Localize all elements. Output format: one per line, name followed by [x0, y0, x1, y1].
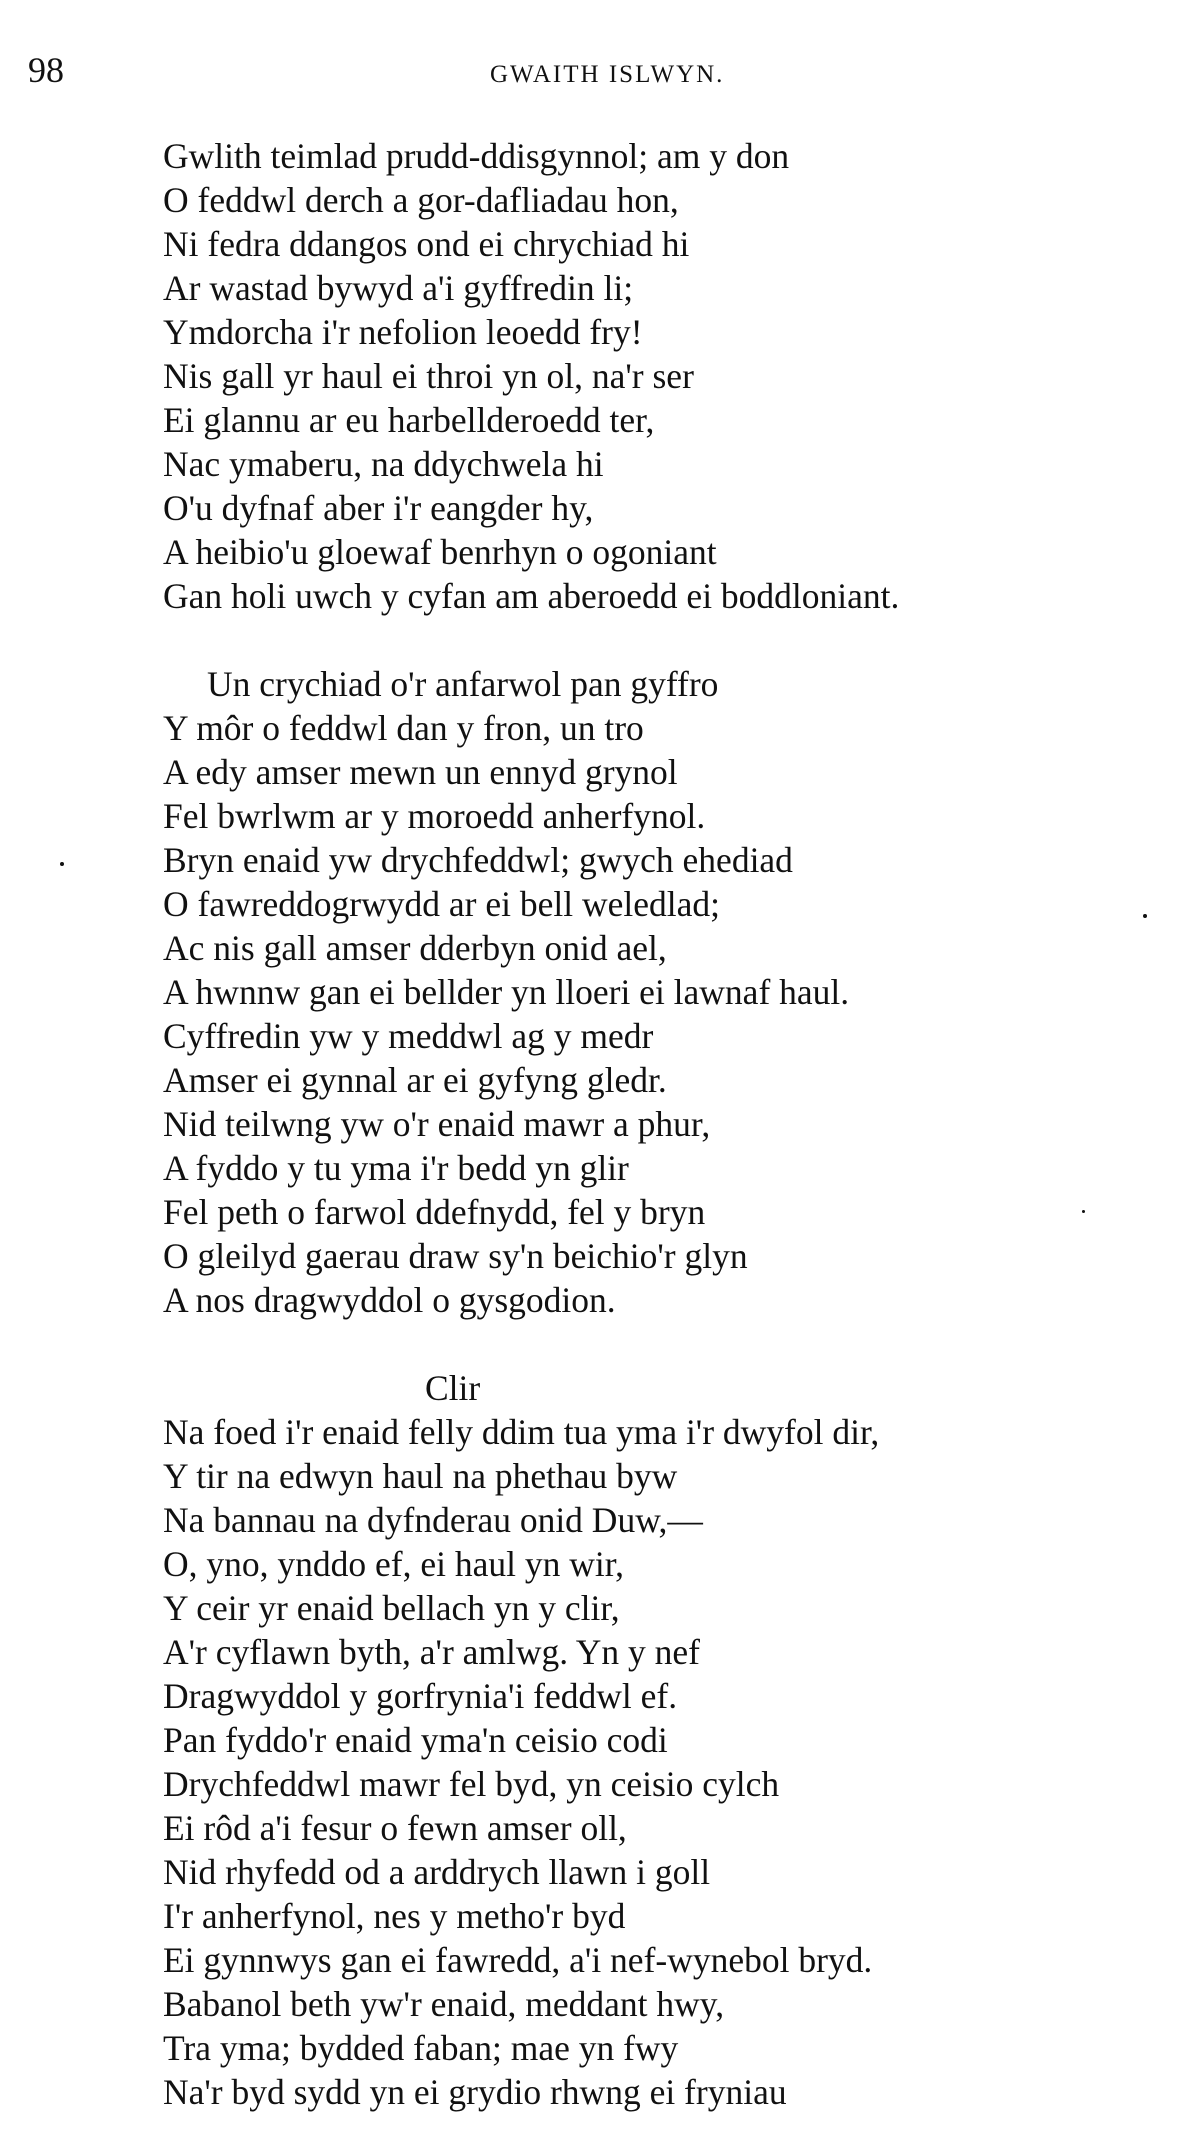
poem-line: Cyffredin yw y meddwl ag y medr [163, 1016, 654, 1056]
poem-line: Nis gall yr haul ei throi yn ol, na'r ser [163, 356, 694, 396]
poem-line: Gwlith teimlad prudd-ddisgynnol; am y don [163, 136, 790, 176]
poem-line: Ar wastad bywyd a'i gyffredin li; [163, 268, 634, 308]
poem-line: A heibio'u gloewaf benrhyn o ogoniant [163, 532, 717, 572]
poem-line: Dragwyddol y gorfrynia'i feddwl ef. [163, 1676, 678, 1716]
poem-line: Y môr o feddwl dan y fron, un tro [163, 708, 644, 748]
stanza-heading: Clir [425, 1368, 481, 1408]
poem-line: Ei gynnwys gan ei fawredd, a'i nef-wynebol bryd. [163, 1940, 873, 1980]
stanza-1 [163, 134, 1163, 618]
poem-line: Ei glannu ar eu harbellderoedd ter, [163, 400, 655, 440]
poem-line: O feddwl derch a gor-dafliadau hon, [163, 180, 679, 220]
poem-line: Fel peth o farwol ddefnydd, fel y bryn [163, 1192, 706, 1232]
poem-line: O, yno, ynddo ef, ei haul yn wir, [163, 1544, 624, 1584]
poem-line: Fel bwrlwm ar y moroedd anherfynol. [163, 796, 706, 836]
poem-line: Na foed i'r enaid felly ddim tua yma i'r dwyfol dir, [163, 1412, 880, 1452]
stanza-gap [163, 618, 1163, 662]
print-speck [60, 862, 64, 866]
poem-line: Y ceir yr enaid bellach yn y clir, [163, 1588, 620, 1628]
poem-line: Nac ymaberu, na ddychwela hi [163, 444, 604, 484]
poem-line: Ni fedra ddangos ond ei chrychiad hi [163, 224, 690, 264]
page-number: 98 [28, 50, 64, 90]
poem-line: Y tir na edwyn haul na phethau byw [163, 1456, 678, 1496]
stanza-3 [163, 1366, 1163, 2114]
poem-line: Drychfeddwl mawr fel byd, yn ceisio cylch [163, 1764, 780, 1804]
poem-line: Ac nis gall amser dderbyn onid ael, [163, 928, 667, 968]
poem-line: Babanol beth yw'r enaid, meddant hwy, [163, 1984, 725, 2024]
poem-line: Ymdorcha i'r nefolion leoedd fry! [163, 312, 643, 352]
poem-line: A fyddo y tu yma i'r bedd yn glir [163, 1148, 629, 1188]
print-speck [1143, 914, 1147, 918]
poem-line: A'r cyflawn byth, a'r amlwg. Yn y nef [163, 1632, 700, 1672]
poem-line: Gan holi uwch y cyfan am aberoedd ei boddloniant. [163, 576, 900, 616]
stanza-2 [163, 662, 1163, 1322]
poem-line: Ei rôd a'i fesur o fewn amser oll, [163, 1808, 627, 1848]
poem-line: A edy amser mewn un ennyd grynol [163, 752, 678, 792]
running-head: GWAITH ISLWYN. [490, 61, 725, 88]
poem-line: Un crychiad o'r anfarwol pan gyffro [207, 664, 719, 704]
poem-line: Amser ei gynnal ar ei gyfyng gledr. [163, 1060, 667, 1100]
print-speck [1082, 1210, 1085, 1213]
poem-line: Na bannau na dyfnderau onid Duw,— [163, 1500, 703, 1540]
poem-line: Pan fyddo'r enaid yma'n ceisio codi [163, 1720, 668, 1760]
poem-text [163, 134, 1163, 2114]
poem-line: Na'r byd sydd yn ei grydio rhwng ei fryniau [163, 2072, 787, 2112]
poem-line: I'r anherfynol, nes y metho'r byd [163, 1896, 626, 1936]
poem-line: O gleilyd gaerau draw sy'n beichio'r glyn [163, 1236, 748, 1276]
poem-line: O'u dyfnaf aber i'r eangder hy, [163, 488, 594, 528]
poem-line: O fawreddogrwydd ar ei bell weledlad; [163, 884, 720, 924]
poem-line: Nid teilwng yw o'r enaid mawr a phur, [163, 1104, 711, 1144]
poem-line: Bryn enaid yw drychfeddwl; gwych ehediad [163, 840, 793, 880]
poem-line: Nid rhyfedd od a arddrych llawn i goll [163, 1852, 711, 1892]
poem-line: A hwnnw gan ei bellder yn lloeri ei lawnaf haul. [163, 972, 850, 1012]
stanza-gap [163, 1322, 1163, 1366]
poem-line: A nos dragwyddol o gysgodion. [163, 1280, 616, 1320]
poem-line: Tra yma; bydded faban; mae yn fwy [163, 2028, 679, 2068]
